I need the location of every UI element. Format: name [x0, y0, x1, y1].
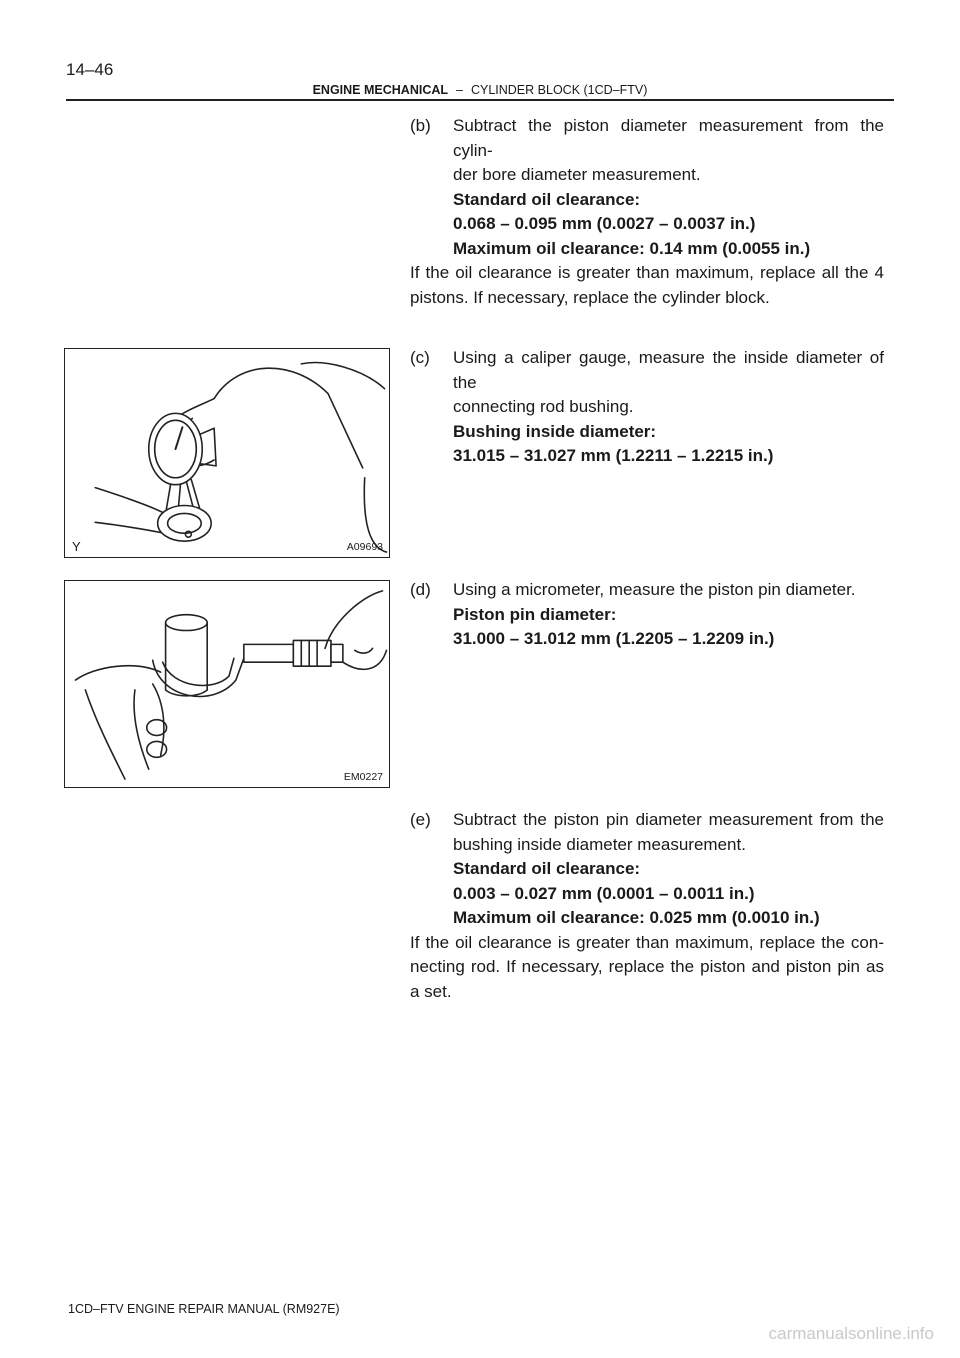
page-number: 14–46	[66, 60, 114, 79]
step-b-spec-max: Maximum oil clearance: 0.14 mm (0.0055 in.)	[453, 238, 811, 258]
step-e-note-3: a set.	[410, 981, 452, 1001]
step-b-label: (b)	[410, 116, 431, 135]
step-b-text-2: der bore diameter measurement.	[453, 165, 701, 184]
step-e	[410, 808, 884, 1004]
step-b	[410, 114, 884, 310]
step-e-spec-max: Maximum oil clearance: 0.025 mm (0.0010 in.)	[453, 908, 820, 927]
step-b-note-1: If the oil clearance is greater than maximum, replace all the 4	[410, 263, 884, 282]
step-c	[410, 346, 884, 469]
step-d-spec-value: 31.000 – 31.012 mm (1.2205 – 1.2209 in.)	[453, 629, 775, 648]
figure-code-micrometer: EM0227	[343, 771, 383, 783]
step-e-label: (e)	[410, 810, 431, 829]
step-e-spec-title: Standard oil clearance:	[453, 859, 641, 878]
step-c-spec-value: 31.015 – 31.027 mm (1.2211 – 1.2215 in.)	[453, 446, 774, 465]
step-d-text-1: Using a micrometer, measure the piston pin diameter.	[453, 580, 856, 599]
step-b-text-1: Subtract the piston diameter measurement from the cylin-	[453, 116, 884, 160]
step-e-text-2: bushing inside diameter measurement.	[453, 834, 746, 854]
header-separator: –	[456, 83, 463, 97]
step-c-text-2: connecting rod bushing.	[453, 397, 634, 416]
step-e-note-2: necting rod. If necessary, replace the piston and piston pin as	[410, 957, 884, 976]
page-header	[0, 83, 960, 97]
step-c-text-1: Using a caliper gauge, measure the inside diameter of the	[453, 348, 884, 392]
step-e-spec-value: 0.003 – 0.027 mm (0.0001 – 0.0011 in.)	[453, 883, 755, 903]
step-d	[410, 578, 884, 652]
step-e-note-1: If the oil clearance is greater than maximum, replace the con-	[410, 932, 884, 952]
step-b-spec-value: 0.068 – 0.095 mm (0.0027 – 0.0037 in.)	[453, 214, 756, 233]
section-title: ENGINE MECHANICAL	[312, 83, 449, 97]
step-b-spec-title: Standard oil clearance:	[453, 189, 641, 209]
caliper-gauge-illustration	[65, 349, 389, 557]
figure-mark-y: Y	[72, 539, 81, 554]
micrometer-figure	[64, 580, 390, 788]
step-d-spec-title: Piston pin diameter:	[453, 604, 617, 624]
micrometer-illustration	[65, 581, 389, 787]
caliper-gauge-figure	[64, 348, 390, 558]
step-e-text-1: Subtract the piston pin diameter measurement from the	[453, 810, 884, 829]
page-footer: 1CD–FTV ENGINE REPAIR MANUAL (RM927E)	[68, 1302, 340, 1316]
watermark: carmanualsonline.info	[768, 1324, 934, 1343]
figure-code-caliper: A09693	[346, 541, 383, 553]
step-c-spec-title: Bushing inside diameter:	[453, 421, 657, 441]
step-c-label: (c)	[410, 348, 430, 367]
step-d-label: (d)	[410, 580, 431, 599]
subsection-title: CYLINDER BLOCK (1CD–FTV)	[470, 83, 648, 97]
header-rule	[66, 99, 894, 101]
step-b-note-2: pistons. If necessary, replace the cylinder block.	[410, 287, 770, 307]
